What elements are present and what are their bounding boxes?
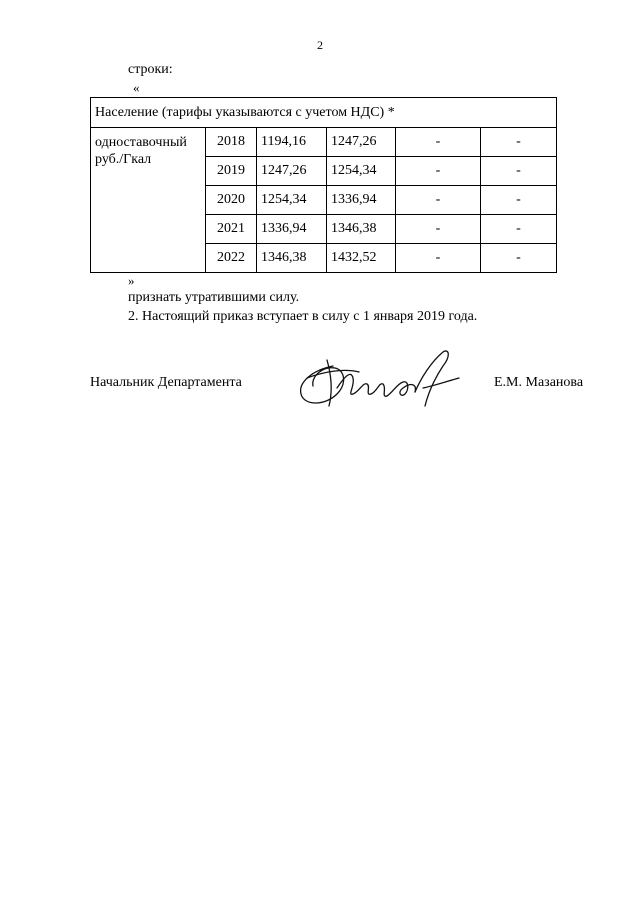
value-cell: - — [481, 186, 557, 215]
signatory-title: Начальник Департамента — [90, 375, 242, 390]
value-cell: 1432,52 — [327, 244, 396, 273]
invalidate-text: признать утратившими силу. — [128, 290, 300, 305]
year-cell: 2022 — [206, 244, 257, 273]
page-number: 2 — [317, 38, 323, 52]
value-cell: - — [481, 244, 557, 273]
value-cell: 1336,94 — [327, 186, 396, 215]
value-cell: 1336,94 — [257, 215, 327, 244]
value-cell: - — [481, 215, 557, 244]
year-cell: 2018 — [206, 128, 257, 157]
year-cell: 2021 — [206, 215, 257, 244]
rate-label-cell — [91, 128, 206, 273]
table-header-row — [91, 98, 557, 128]
handwritten-signature — [293, 348, 468, 413]
opening-quote: « — [133, 80, 140, 95]
value-cell: - — [396, 157, 481, 186]
year-cell: 2019 — [206, 157, 257, 186]
table-header: Население (тарифы указываются с учетом НДС) * — [91, 98, 557, 128]
value-cell: 1346,38 — [327, 215, 396, 244]
closing-quote: » — [128, 273, 135, 288]
value-cell: 1254,34 — [327, 157, 396, 186]
value-cell: - — [396, 215, 481, 244]
value-cell: 1346,38 — [257, 244, 327, 273]
paragraph-2: 2. Настоящий приказ вступает в силу с 1 января 2019 года. — [128, 309, 478, 324]
intro-text: строки: — [128, 62, 173, 77]
value-cell: - — [396, 244, 481, 273]
value-cell: 1254,34 — [257, 186, 327, 215]
rate-label-line2: руб./Гкал — [95, 152, 152, 167]
signatory-name: Е.М. Мазанова — [494, 375, 584, 390]
year-cell: 2020 — [206, 186, 257, 215]
value-cell: 1194,16 — [257, 128, 327, 157]
value-cell: 1247,26 — [327, 128, 396, 157]
value-cell: 1247,26 — [257, 157, 327, 186]
value-cell: - — [481, 157, 557, 186]
value-cell: - — [481, 128, 557, 157]
value-cell: - — [396, 128, 481, 157]
value-cell: - — [396, 186, 481, 215]
rate-label-line1: одноставочный — [95, 135, 187, 150]
tariff-table — [90, 97, 557, 273]
table-row — [91, 128, 557, 157]
